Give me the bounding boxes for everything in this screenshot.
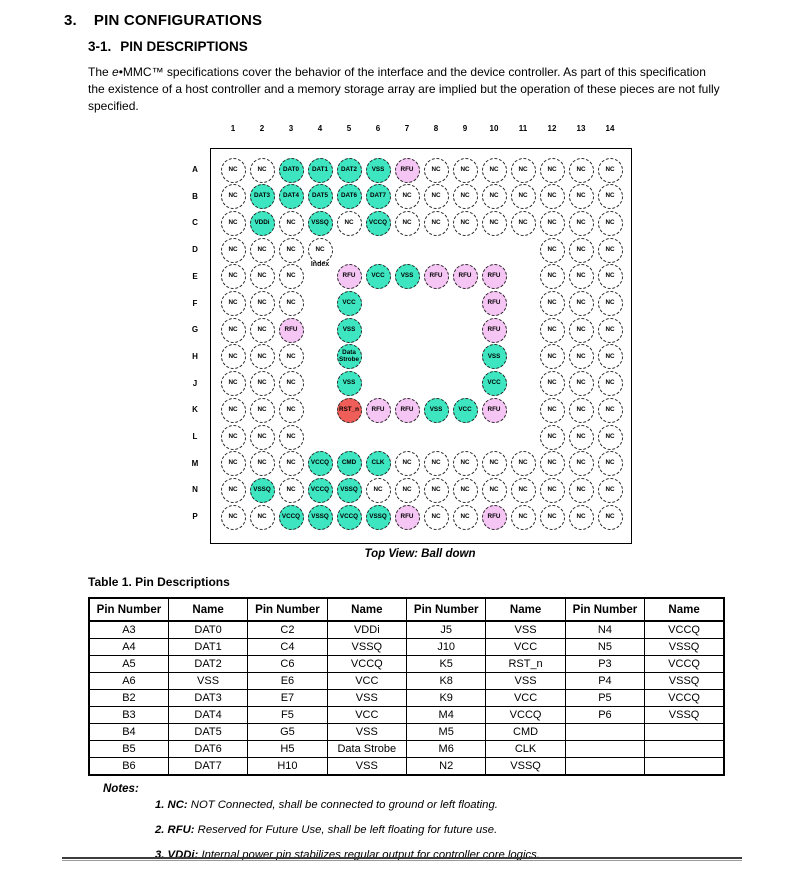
note-item-2 (155, 824, 540, 837)
pin-cell: DAT5 (168, 724, 247, 741)
table-row (89, 724, 724, 741)
ball-K2: NC (250, 398, 275, 423)
pin-cell: DAT6 (168, 741, 247, 758)
column-number-2: 2 (259, 124, 265, 133)
emmc-brand-rest: •MMC™ (118, 65, 164, 79)
ball-M3: NC (279, 451, 304, 476)
ball-C3: NC (279, 211, 304, 236)
pin-cell: VCC (327, 707, 406, 724)
ball-P4: VSSQ (308, 505, 333, 530)
ball-A1: NC (221, 158, 246, 183)
ball-M5: CMD (337, 451, 362, 476)
column-number-8: 8 (433, 124, 439, 133)
ball-G13: NC (569, 318, 594, 343)
ball-P11: NC (511, 505, 536, 530)
ball-J5: VSS (337, 371, 362, 396)
ball-K14: NC (598, 398, 623, 423)
ball-F5: VCC (337, 291, 362, 316)
pin-cell: B3 (89, 707, 168, 724)
ball-E12: NC (540, 264, 565, 289)
ball-P12: NC (540, 505, 565, 530)
ball-B6: DAT7 (366, 184, 391, 209)
pin-cell: J5 (407, 621, 486, 639)
pin-cell: VSSQ (327, 639, 406, 656)
pin-cell: VSSQ (645, 639, 724, 656)
ball-C7: NC (395, 211, 420, 236)
ball-A10: NC (482, 158, 507, 183)
row-letter-E: E (192, 271, 198, 281)
note-text: Internal power pin stabilizes regular output for controller core logics. (198, 849, 540, 861)
pin-cell: K8 (407, 673, 486, 690)
pin-cell (645, 724, 724, 741)
ball-B8: NC (424, 184, 449, 209)
ball-H1: NC (221, 344, 246, 369)
ball-H3: NC (279, 344, 304, 369)
ball-D12: NC (540, 238, 565, 263)
pin-cell: P3 (565, 656, 644, 673)
ball-J2: NC (250, 371, 275, 396)
pin-cell (565, 758, 644, 776)
ball-F13: NC (569, 291, 594, 316)
pin-cell: CMD (486, 724, 565, 741)
ball-A3: DAT0 (279, 158, 304, 183)
row-letter-D: D (192, 245, 198, 255)
ball-B5: DAT6 (337, 184, 362, 209)
ball-N6: NC (366, 478, 391, 503)
ball-C10: NC (482, 211, 507, 236)
pin-cell: C6 (248, 656, 327, 673)
ball-B11: NC (511, 184, 536, 209)
ball-C9: NC (453, 211, 478, 236)
pin-cell (565, 741, 644, 758)
column-number-7: 7 (404, 124, 410, 133)
pin-cell: H5 (248, 741, 327, 758)
ball-E2: NC (250, 264, 275, 289)
subsection-title: PIN DESCRIPTIONS (120, 39, 248, 54)
column-number-5: 5 (346, 124, 352, 133)
ball-F3: NC (279, 291, 304, 316)
pin-cell: J10 (407, 639, 486, 656)
ball-L14: NC (598, 425, 623, 450)
pin-cell: VCCQ (486, 707, 565, 724)
ball-N9: NC (453, 478, 478, 503)
page-footer-rule (62, 857, 742, 861)
ball-B2: DAT3 (250, 184, 275, 209)
ball-N2: VSSQ (250, 478, 275, 503)
ball-M7: NC (395, 451, 420, 476)
ball-J3: NC (279, 371, 304, 396)
ball-P10: RFU (482, 505, 507, 530)
row-letter-H: H (192, 351, 198, 361)
pin-cell: DAT0 (168, 621, 247, 639)
emmc-brand-e: e (112, 65, 119, 79)
ball-A12: NC (540, 158, 565, 183)
pin-cell: K5 (407, 656, 486, 673)
pin-cell: K9 (407, 690, 486, 707)
ball-K5: RST_n (337, 398, 362, 423)
row-letter-P: P (192, 512, 198, 522)
ball-E7: VSS (395, 264, 420, 289)
pin-cell: C4 (248, 639, 327, 656)
section-heading (64, 12, 262, 29)
ball-B1: NC (221, 184, 246, 209)
bga-diagram (186, 123, 648, 571)
ball-H14: NC (598, 344, 623, 369)
table-row (89, 673, 724, 690)
pin-cell: B4 (89, 724, 168, 741)
column-header: Pin Number (565, 598, 644, 621)
column-number-12: 12 (547, 124, 557, 133)
intro-body: specifications cover the behavior of the interface and the device controller. As part of this specification the existence of a host controller and a memory storage array are implied but the operation of these pieces are not fully specified. (88, 65, 720, 113)
row-letter-B: B (192, 191, 198, 201)
row-letter-F: F (192, 298, 198, 308)
column-header: Name (645, 598, 724, 621)
pin-cell (645, 758, 724, 776)
pin-cell: VSSQ (645, 673, 724, 690)
pin-cell: DAT4 (168, 707, 247, 724)
ball-N14: NC (598, 478, 623, 503)
ball-B12: NC (540, 184, 565, 209)
ball-N11: NC (511, 478, 536, 503)
pin-cell: VSS (486, 673, 565, 690)
note-term: 2. RFU: (155, 824, 195, 836)
pin-cell: VCCQ (327, 656, 406, 673)
pin-cell: VSSQ (486, 758, 565, 776)
row-letter-N: N (192, 485, 198, 495)
notes-label: Notes: (103, 783, 139, 795)
ball-C2: VDDi (250, 211, 275, 236)
pin-cell: P5 (565, 690, 644, 707)
table-row (89, 621, 724, 639)
ball-N12: NC (540, 478, 565, 503)
ball-P5: VCCQ (337, 505, 362, 530)
note-item-1 (155, 799, 540, 812)
ball-E1: NC (221, 264, 246, 289)
row-letter-J: J (192, 378, 198, 388)
pin-cell: VSS (486, 621, 565, 639)
ball-M2: NC (250, 451, 275, 476)
ball-N4: VCCQ (308, 478, 333, 503)
ball-H5: Data Strobe (337, 344, 362, 369)
ball-J14: NC (598, 371, 623, 396)
ball-N3: NC (279, 478, 304, 503)
pin-cell: DAT1 (168, 639, 247, 656)
ball-B7: NC (395, 184, 420, 209)
pin-cell: RST_n (486, 656, 565, 673)
pin-cell: C2 (248, 621, 327, 639)
column-number-4: 4 (317, 124, 323, 133)
ball-E14: NC (598, 264, 623, 289)
pin-cell: VCC (486, 690, 565, 707)
ball-G10: RFU (482, 318, 507, 343)
pin-cell: G5 (248, 724, 327, 741)
notes-list (155, 799, 540, 862)
column-header: Name (486, 598, 565, 621)
ball-J1: NC (221, 371, 246, 396)
ball-F14: NC (598, 291, 623, 316)
pin-cell: B5 (89, 741, 168, 758)
ball-F10: RFU (482, 291, 507, 316)
ball-N5: VSSQ (337, 478, 362, 503)
ball-L2: NC (250, 425, 275, 450)
ball-M6: CLK (366, 451, 391, 476)
pin-cell: VCCQ (645, 690, 724, 707)
pin-cell: VCC (486, 639, 565, 656)
row-letter-A: A (192, 165, 198, 174)
row-letter-M: M (191, 458, 199, 468)
ball-B13: NC (569, 184, 594, 209)
pin-cell: H10 (248, 758, 327, 776)
ball-M8: NC (424, 451, 449, 476)
ball-C6: VCCQ (366, 211, 391, 236)
ball-M10: NC (482, 451, 507, 476)
ball-G5: VSS (337, 318, 362, 343)
table-row (89, 707, 724, 724)
ball-K13: NC (569, 398, 594, 423)
ball-C8: NC (424, 211, 449, 236)
row-letter-L: L (192, 432, 198, 441)
column-number-13: 13 (576, 124, 586, 133)
pin-cell: N5 (565, 639, 644, 656)
pin-cell: F5 (248, 707, 327, 724)
note-text: NOT Connected, shall be connected to ground or left floating. (187, 799, 498, 811)
ball-H12: NC (540, 344, 565, 369)
pin-cell: VSS (168, 673, 247, 690)
ball-A14: NC (598, 158, 623, 183)
pin-cell: DAT7 (168, 758, 247, 776)
pin-cell: DAT3 (168, 690, 247, 707)
table-row (89, 690, 724, 707)
pin-cell: N2 (407, 758, 486, 776)
pin-cell: A6 (89, 673, 168, 690)
pin-cell: VCCQ (645, 621, 724, 639)
table-header-row (89, 598, 724, 621)
ball-E13: NC (569, 264, 594, 289)
diagram-caption: Top View: Ball down (364, 548, 476, 560)
ball-B14: NC (598, 184, 623, 209)
ball-P8: NC (424, 505, 449, 530)
ball-E8: RFU (424, 264, 449, 289)
pin-cell: VSS (327, 758, 406, 776)
pin-cell: VCC (327, 673, 406, 690)
pin-cell: M6 (407, 741, 486, 758)
pin-cell: M5 (407, 724, 486, 741)
ball-K7: RFU (395, 398, 420, 423)
ball-M14: NC (598, 451, 623, 476)
note-term: 3. VDDi: (155, 849, 199, 861)
pin-cell: VDDi (327, 621, 406, 639)
column-number-9: 9 (462, 124, 468, 133)
ball-A8: NC (424, 158, 449, 183)
ball-M1: NC (221, 451, 246, 476)
ball-M13: NC (569, 451, 594, 476)
ball-K12: NC (540, 398, 565, 423)
pin-descriptions-table (88, 597, 725, 776)
ball-P1: NC (221, 505, 246, 530)
ball-H13: NC (569, 344, 594, 369)
pin-cell: VCCQ (645, 656, 724, 673)
ball-A4: DAT1 (308, 158, 333, 183)
column-number-3: 3 (288, 124, 294, 133)
ball-L12: NC (540, 425, 565, 450)
ball-E5: RFU (337, 264, 362, 289)
ball-C11: NC (511, 211, 536, 236)
ball-D14: NC (598, 238, 623, 263)
ball-F12: NC (540, 291, 565, 316)
ball-G2: NC (250, 318, 275, 343)
pin-cell: A3 (89, 621, 168, 639)
ball-A2: NC (250, 158, 275, 183)
ball-C14: NC (598, 211, 623, 236)
subsection-number: 3-1. (88, 39, 112, 54)
pin-cell: E7 (248, 690, 327, 707)
ball-D4: NC (308, 238, 333, 263)
pin-cell: B6 (89, 758, 168, 776)
ball-J10: VCC (482, 371, 507, 396)
ball-G12: NC (540, 318, 565, 343)
ball-N8: NC (424, 478, 449, 503)
ball-B9: NC (453, 184, 478, 209)
pin-cell: P6 (565, 707, 644, 724)
ball-H2: NC (250, 344, 275, 369)
table-row (89, 656, 724, 673)
pin-cell: VSS (327, 690, 406, 707)
ball-E3: NC (279, 264, 304, 289)
ball-A7: RFU (395, 158, 420, 183)
ball-P3: VCCQ (279, 505, 304, 530)
pin-cell: E6 (248, 673, 327, 690)
pin-cell: VSSQ (645, 707, 724, 724)
ball-C12: NC (540, 211, 565, 236)
ball-A11: NC (511, 158, 536, 183)
ball-D2: NC (250, 238, 275, 263)
column-number-6: 6 (375, 124, 381, 133)
pin-cell: A4 (89, 639, 168, 656)
pin-cell: M4 (407, 707, 486, 724)
ball-B10: NC (482, 184, 507, 209)
ball-L1: NC (221, 425, 246, 450)
intro-prefix: The (88, 65, 113, 79)
note-text: Reserved for Future Use, shall be left floating for future use. (194, 824, 498, 836)
column-header: Pin Number (89, 598, 168, 621)
table-row (89, 639, 724, 656)
ball-K10: RFU (482, 398, 507, 423)
ball-K6: RFU (366, 398, 391, 423)
column-number-14: 14 (605, 124, 615, 133)
ball-K9: VCC (453, 398, 478, 423)
pin-cell: P4 (565, 673, 644, 690)
ball-N10: NC (482, 478, 507, 503)
ball-N13: NC (569, 478, 594, 503)
ball-A9: NC (453, 158, 478, 183)
row-letter-K: K (192, 405, 198, 415)
ball-E10: RFU (482, 264, 507, 289)
ball-D3: NC (279, 238, 304, 263)
ball-B4: DAT5 (308, 184, 333, 209)
column-header: Name (327, 598, 406, 621)
ball-G14: NC (598, 318, 623, 343)
column-number-10: 10 (489, 124, 499, 133)
section-number: 3. (64, 12, 77, 29)
row-letter-C: C (192, 218, 198, 228)
ball-P9: NC (453, 505, 478, 530)
pin-cell: N4 (565, 621, 644, 639)
ball-B3: DAT4 (279, 184, 304, 209)
table-caption: Table 1. Pin Descriptions (88, 575, 230, 589)
ball-J12: NC (540, 371, 565, 396)
ball-M11: NC (511, 451, 536, 476)
ball-D13: NC (569, 238, 594, 263)
ball-M9: NC (453, 451, 478, 476)
column-header: Name (168, 598, 247, 621)
pin-cell: B2 (89, 690, 168, 707)
pin-cell: DAT2 (168, 656, 247, 673)
column-number-1: 1 (230, 124, 236, 133)
ball-L13: NC (569, 425, 594, 450)
intro-paragraph (88, 64, 720, 115)
ball-A13: NC (569, 158, 594, 183)
pin-cell (645, 741, 724, 758)
ball-D1: NC (221, 238, 246, 263)
ball-F2: NC (250, 291, 275, 316)
pin-cell (565, 724, 644, 741)
ball-A5: DAT2 (337, 158, 362, 183)
pin-cell: VSS (327, 724, 406, 741)
ball-K1: NC (221, 398, 246, 423)
ball-C4: VSSQ (308, 211, 333, 236)
ball-G1: NC (221, 318, 246, 343)
column-header: Pin Number (248, 598, 327, 621)
section-title: PIN CONFIGURATIONS (93, 12, 263, 29)
table-row (89, 741, 724, 758)
ball-M4: VCCQ (308, 451, 333, 476)
ball-N7: NC (395, 478, 420, 503)
ball-P2: NC (250, 505, 275, 530)
subsection-heading (88, 39, 248, 54)
ball-L3: NC (279, 425, 304, 450)
table-row (89, 758, 724, 776)
ball-K8: VSS (424, 398, 449, 423)
ball-P6: VSSQ (366, 505, 391, 530)
pin-cell: Data Strobe (327, 741, 406, 758)
ball-H10: VSS (482, 344, 507, 369)
ball-F1: NC (221, 291, 246, 316)
ball-P13: NC (569, 505, 594, 530)
row-letter-G: G (191, 325, 199, 335)
ball-P7: RFU (395, 505, 420, 530)
pin-cell: CLK (486, 741, 565, 758)
ball-E6: VCC (366, 264, 391, 289)
ball-E9: RFU (453, 264, 478, 289)
ball-G3: RFU (279, 318, 304, 343)
ball-N1: NC (221, 478, 246, 503)
note-term: 1. NC: (155, 799, 188, 811)
ball-C13: NC (569, 211, 594, 236)
column-number-11: 11 (518, 124, 528, 133)
column-header: Pin Number (407, 598, 486, 621)
ball-P14: NC (598, 505, 623, 530)
ball-J13: NC (569, 371, 594, 396)
ball-M12: NC (540, 451, 565, 476)
ball-K3: NC (279, 398, 304, 423)
index-label: Index (310, 261, 330, 269)
ball-A6: VSS (366, 158, 391, 183)
pin-cell: A5 (89, 656, 168, 673)
ball-C1: NC (221, 211, 246, 236)
ball-C5: NC (337, 211, 362, 236)
